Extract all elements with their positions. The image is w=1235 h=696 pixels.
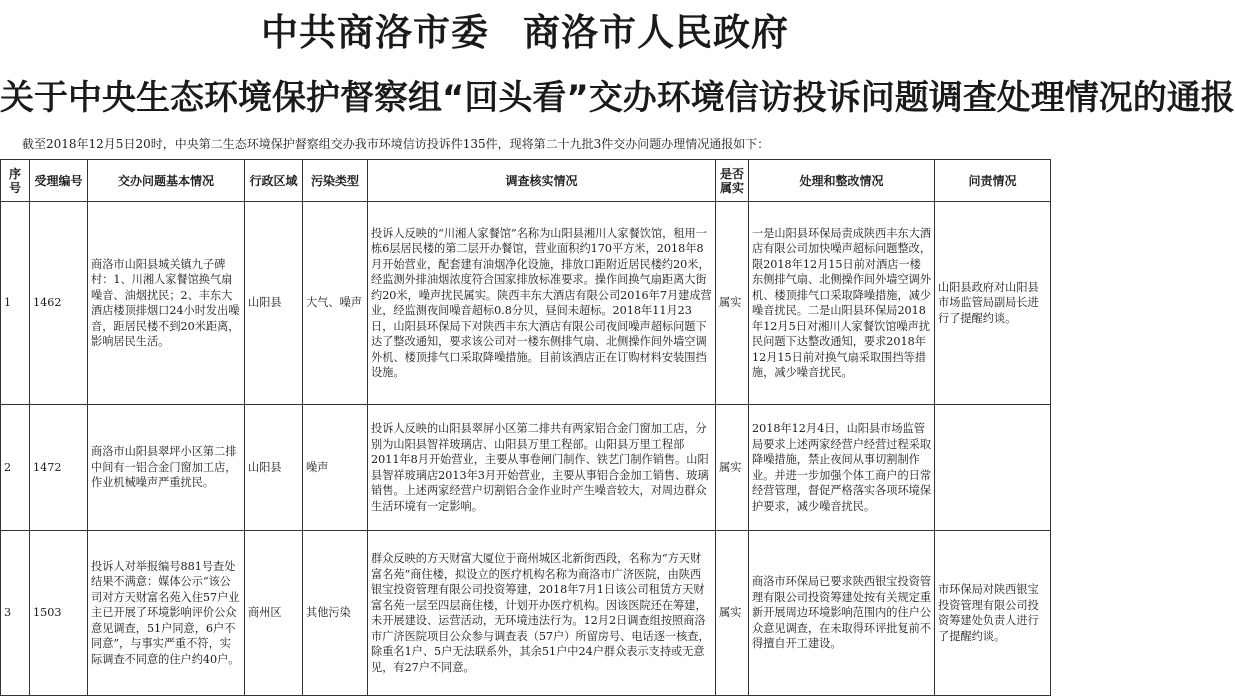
cell-seq: 3 xyxy=(1,531,30,696)
cell-problem: 商洛市山阳县城关镇九子碑村：1、川湘人家餐馆换气扇噪音、油烟扰民；2、丰东大酒店楼顶排烟口24小时发出噪音，距居民楼不到20米距离，影响居民生活。 xyxy=(88,202,245,405)
table-row xyxy=(1,531,1051,696)
cell-investigation: 投诉人反映的“川湘人家餐馆”名称为山阳县湘川人家餐饮馆，租用一栋6层居民楼的第二层开办餐馆，营业面积约170平方米，2018年8月开始营业，配套建有油烟净化设施，排放口距附近居民楼约20米，经监测外排油烟浓度符合国家排放标准要求。操作间换气扇距离大街约20米，噪声扰民属实。陕西丰东大酒店有限公司2016年7月建成营业，经监测夜间噪音超标0.8分贝，昼间未超标。2018年11月23日，山阳县环保局下对陕西丰东大酒店有限公司夜间噪声超标问题下达了整改通知，要求该公司对一楼东侧排气扇、北侧操作间外墙空调外机、楼顶排气口采取降噪措施。目前该酒店正在订购材料安装围挡设施。 xyxy=(368,202,716,405)
document-title-line1 xyxy=(0,10,1050,56)
cell-problem: 投诉人对举报编号881号查处结果不满意：媒体公示“该公司对方天财富名苑入住57户业主已开展了环境影响评价公众意见调查，51户同意，6户不同意”，与事实严重不符，实际调查不同意的住户约40户。 xyxy=(88,531,245,696)
header-handling: 处理和整改情况 xyxy=(749,160,935,202)
cell-seq: 1 xyxy=(1,202,30,405)
cell-code: 1472 xyxy=(30,405,88,531)
cell-handling: 一是山阳县环保局责成陕西丰东大酒店有限公司加快噪声超标问题整改，限2018年12月15日前对酒店一楼东侧排气扇、北侧操作间外墙空调外机、楼顶排气口采取降噪措施，减少噪音扰民。二是山阳县环保局2018年12月5日对湘川人家餐饮馆噪声扰民问题下达整改通知，要求2018年12月15日前对换气扇采取围挡等措施，减少噪音扰民。 xyxy=(749,202,935,405)
cell-pollution: 噪声 xyxy=(303,405,368,531)
cell-pollution: 其他污染 xyxy=(303,531,368,696)
cell-seq: 2 xyxy=(1,405,30,531)
cell-accountability xyxy=(935,405,1051,531)
header-accountability: 问责情况 xyxy=(935,160,1051,202)
table-row xyxy=(1,405,1051,531)
intro-paragraph: 截至2018年12月5日20时，中央第二生态环境保护督察组交办我市环境信访投诉件135件，现将第二十九批3件交办问题办理情况通报如下： xyxy=(22,137,770,151)
header-investigation: 调查核实情况 xyxy=(368,160,716,202)
header-region: 行政区域 xyxy=(245,160,303,202)
document-title-line2: 关于中央生态环境保护督察组“回头看”交办环境信访投诉问题调查处理情况的通报 xyxy=(0,78,1235,118)
cell-region: 山阳县 xyxy=(245,405,303,531)
cell-investigation: 群众反映的方天财富大厦位于商州城区北新街西段，名称为“方天财富名苑”商住楼，拟设立的医疗机构名称为商洛市广济医院，由陕西银宝投资管理有限公司投资筹建，2018年7月1日该公司租赁方天财富名苑一层至四层商住楼，计划开办医疗机构。因该医院还在筹建，未开展建设、运营活动，无环境违法行为。12月2日调查组按照商洛市广济医院项目公众参与调查表（57户）所留房号、电话逐一核查，除重名1户、5户无法联系外，其余51户中24户群众表示支持或无意见，有27户不同意。 xyxy=(368,531,716,696)
cell-accountability: 市环保局对陕西银宝投资管理有限公司投资筹建处负责人进行了提醒约谈。 xyxy=(935,531,1051,696)
title-party-committee: 中共商洛市委 xyxy=(261,11,489,54)
cell-investigation: 投诉人反映的山阳县翠屏小区第二排共有两家铝合金门窗加工店，分别为山阳县智祥玻璃店、山阳县万里工程部。山阳县万里工程部2011年8月开始营业，主要从事卷闸门制作、铁艺门制作销售。山阳县智祥玻璃店2013年3月开始营业，主要从事铝合金加工销售、玻璃销售。上述两家经营户切割铝合金作业时产生噪音较大，对周边群众生活环境有一定影响。 xyxy=(368,405,716,531)
cell-code: 1503 xyxy=(30,531,88,696)
cell-verified: 属实 xyxy=(716,405,749,531)
header-problem: 交办问题基本情况 xyxy=(88,160,245,202)
cell-problem: 商洛市山阳县翠坪小区第二排中间有一铝合金门窗加工店，作业机械噪声严重扰民。 xyxy=(88,405,245,531)
cell-verified: 属实 xyxy=(716,202,749,405)
cell-handling: 2018年12月4日，山阳县市场监管局要求上述两家经营户经营过程采取降噪措施，禁止夜间从事切割制作业。并进一步加强个体工商户的日常经营管理，督促严格落实各项环境保护要求，减少噪音扰民。 xyxy=(749,405,935,531)
cell-handling: 商洛市环保局已要求陕西银宝投资管理有限公司投资筹建处按有关规定重新开展周边环境影响范围内的住户公众意见调查，在未取得环评批复前不得擅自开工建设。 xyxy=(749,531,935,696)
header-code: 受理编号 xyxy=(30,160,88,202)
cell-accountability: 山阳县政府对山阳县市场监管局副局长进行了提醒约谈。 xyxy=(935,202,1051,405)
header-verified: 是否属实 xyxy=(716,160,749,202)
complaint-table xyxy=(0,159,1051,696)
cell-verified: 属实 xyxy=(716,531,749,696)
title-government: 商洛市人民政府 xyxy=(523,11,789,54)
table-header-row xyxy=(1,160,1051,202)
cell-region: 山阳县 xyxy=(245,202,303,405)
table-row xyxy=(1,202,1051,405)
cell-region: 商州区 xyxy=(245,531,303,696)
header-pollution: 污染类型 xyxy=(303,160,368,202)
cell-pollution: 大气、噪声 xyxy=(303,202,368,405)
header-seq: 序号 xyxy=(1,160,30,202)
cell-code: 1462 xyxy=(30,202,88,405)
